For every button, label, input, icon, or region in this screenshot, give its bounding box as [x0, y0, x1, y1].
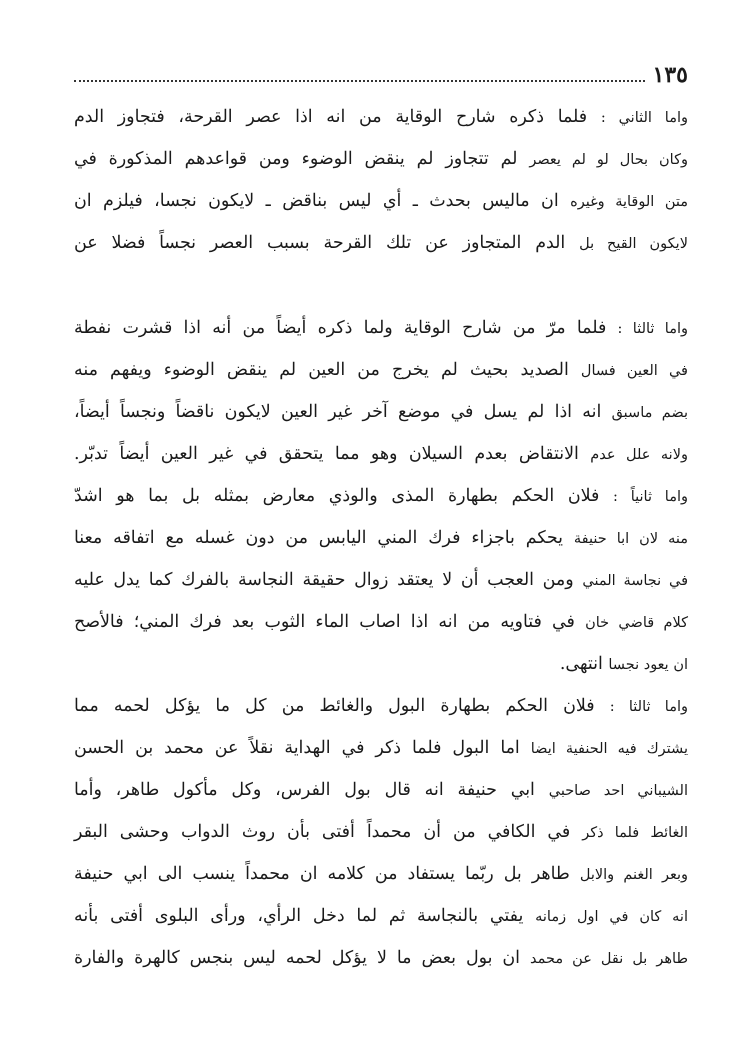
line-lead: واما الثاني :: [600, 110, 688, 126]
line-lead: في العين فسال: [580, 363, 688, 379]
text-line: [74, 307, 688, 349]
text-line: [74, 349, 688, 391]
text-line: [74, 685, 688, 727]
line-text: انه اذا لم يسل في موضع آخر غير العين لايكون ناقضاً ونجساً أيضاً،: [74, 402, 602, 422]
line-lead: طاهر بل نقل عن محمد: [529, 951, 688, 967]
text-line: [74, 769, 688, 811]
page-body: [74, 96, 688, 979]
line-text: يفتي بالنجاسة ثم لما دخل الرأي، ورأى البلوى أفتى بأنه: [74, 906, 524, 926]
line-lead: لايكون القيح بل: [579, 236, 688, 252]
text-line: [74, 937, 688, 979]
text-line: [74, 138, 688, 180]
text-line: [74, 643, 688, 685]
line-lead: واما ثالثا :: [609, 699, 689, 715]
text-line: [74, 559, 688, 601]
text-line: [74, 222, 688, 264]
line-lead: وكان بحال لو لم يعصر: [529, 152, 689, 168]
document-page: [74, 58, 688, 1018]
line-lead: انه كان في اول زمانه: [535, 909, 688, 925]
text-line: [74, 727, 688, 769]
page-header: [74, 58, 688, 92]
paragraph-gap: [74, 264, 688, 307]
text-line: [74, 180, 688, 222]
text-line: [74, 475, 688, 517]
line-text: الصديد بحيث لم يخرج من العين لم ينقض الوضوء ويفهم منه: [74, 360, 569, 380]
line-text: الانتقاض بعدم السيلان وهو مما يتحقق في غير العين أيضاً تدبّر.: [74, 444, 579, 464]
text-line: [74, 811, 688, 853]
line-lead: منه لان ابا حنيفة: [573, 531, 688, 547]
line-text: ومن العجب أن لا يعتقد زوال حقيقة النجاسة بالفرك كما يدل عليه: [74, 570, 574, 590]
text-line: [74, 853, 688, 895]
line-lead: كلام قاضي خان: [585, 615, 689, 631]
line-text: في الكافي من أن محمداً أفتى بأن روث الدواب وحشى البقر: [74, 822, 571, 842]
line-text: لم تتجاوز لم ينقض الوضوء ومن قواعدهم المذكورة في: [74, 149, 518, 169]
text-line: [74, 517, 688, 559]
header-dotted-rule: [74, 80, 645, 82]
text-line: [74, 895, 688, 937]
paragraph: [74, 685, 688, 979]
paragraph: [74, 307, 688, 685]
line-text: فلان الحكم بطهارة البول والغائط من كل ما يؤكل لحمه مما: [74, 696, 595, 716]
line-text: ان ماليس بحدث ـ أي ليس بناقض ـ لايكون نجسا، فيلزم ان: [74, 191, 559, 211]
line-lead: واما ثانياً :: [613, 489, 689, 505]
paragraph: [74, 96, 688, 264]
line-lead: يشترك فيه الحنفية ايضا: [530, 741, 688, 757]
page-number: ١٣٥: [652, 62, 688, 88]
line-lead: وبعر الغنم والابل: [579, 867, 688, 883]
text-line: [74, 433, 688, 475]
line-lead: ان يعود نجسا: [608, 657, 688, 673]
line-text: الدم المتجاوز عن تلك القرحة بسبب العصر نجساً فضلا عن: [74, 233, 566, 253]
line-lead: ولانه علل عدم: [590, 447, 688, 463]
line-text: فلان الحكم بطهارة المذى والوذي معارض بمثله بل بما هو اشدّ: [74, 486, 600, 506]
line-text: في فتاويه من انه اذا اصاب الماء الثوب بعد فرك المني؛ فالأصح: [74, 612, 575, 632]
line-text: اما البول فلما ذكر في الهداية نقلاً عن محمد بن الحسن: [74, 738, 520, 758]
text-line: [74, 96, 688, 138]
line-lead: متن الوقاية وغيره: [570, 194, 688, 210]
line-text: فلما مرّ من شارح الوقاية ولما ذكره أيضاً من أنه اذا قشرت نفطة: [74, 318, 607, 338]
line-text: يحكم باجزاء فرك المني اليابس من دون غسله مع اتفاقه معنا: [74, 528, 563, 548]
line-text: طاهر بل ربّما يستفاد من كلامه ان محمداً ينسب الى ابي حنيفة: [74, 864, 570, 884]
line-text: انتهى.: [559, 654, 603, 674]
line-lead: الشيباني احد صاحبي: [548, 783, 689, 799]
text-line: [74, 391, 688, 433]
line-text: ابي حنيفة انه قال بول الفرس، وكل مأكول طاهر، وأما: [74, 780, 535, 800]
line-lead: واما ثالثا :: [617, 321, 689, 337]
line-text: فلما ذكره شارح الوقاية من انه اذا عصر القرحة، فتجاوز الدم: [74, 107, 588, 127]
line-lead: الغائط فلما ذكر: [582, 825, 688, 841]
line-text: ان بول بعض ما لا يؤكل لحمه ليس بنجس كالهرة والفارة: [74, 948, 520, 968]
line-lead: بضم ماسبق: [611, 405, 689, 421]
text-line: [74, 601, 688, 643]
line-lead: في نجاسة المني: [582, 573, 688, 589]
